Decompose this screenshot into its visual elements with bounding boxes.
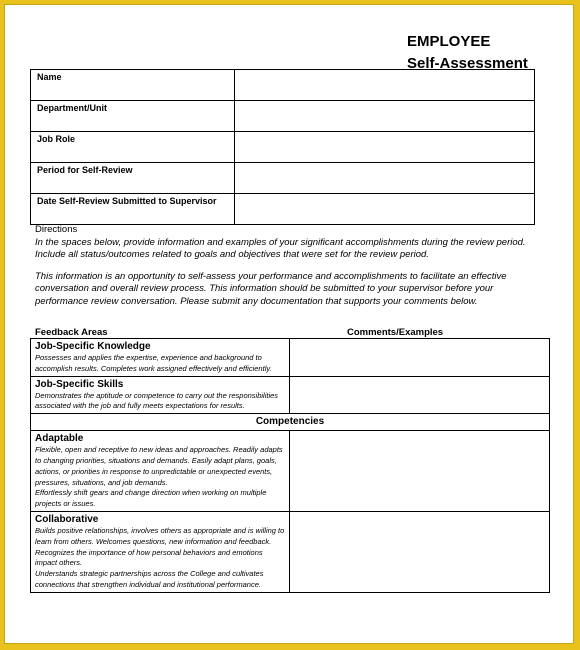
competency-description-text: Understands strategic partnerships across the College and cultivates connections that strengthen individual and institutional performance. <box>35 569 264 589</box>
comments-field[interactable] <box>290 431 550 512</box>
area-description <box>35 353 285 375</box>
feedback-area-cell <box>31 339 290 377</box>
competency-title: Collaborative <box>35 513 99 525</box>
table-row <box>31 339 550 377</box>
comments-field[interactable] <box>290 339 550 377</box>
feedback-table <box>30 338 550 593</box>
competency-title: Adaptable <box>35 433 84 445</box>
competency-cell <box>31 431 290 512</box>
info-label: Date Self-Review Submitted to Supervisor <box>31 194 235 225</box>
title-line-employee: EMPLOYEE <box>407 33 491 50</box>
competency-description <box>35 526 285 591</box>
area-description-text: Demonstrates the aptitude or competence to carry out the responsibilities associated with the job and fully meets expectations for results. <box>35 390 279 411</box>
competency-description <box>35 445 285 510</box>
competency-description-text: Builds positive relationships, involves others as appropriate and is willing to learn from others. Welcomes questions, new information and feedback. Recognizes the importance of how personal behaviors and emotions impact others. <box>35 525 285 568</box>
info-row-date-submitted <box>31 194 535 225</box>
employee-info-table <box>30 69 535 225</box>
document-page <box>4 4 574 644</box>
info-label: Period for Self-Review <box>31 163 235 194</box>
info-value-field[interactable] <box>235 101 535 132</box>
column-header-feedback-areas: Feedback Areas <box>35 327 108 338</box>
competency-description-text: Effortlessly shift gears and change direction when working on multiple projects or issues. <box>35 488 267 509</box>
info-row-name <box>31 70 535 101</box>
feedback-area-cell <box>31 376 290 414</box>
directions-paragraph: This information is an opportunity to self-assess your performance and accomplishments to facilitate an effective conversation and overall review process. This information should be submitted to your supervisor before your performance review conversation. Please submit any documentation that supports your comments below. <box>35 270 507 307</box>
table-row <box>31 511 550 592</box>
info-row-job-role <box>31 132 535 163</box>
title-line-self-assessment: Self-Assessment <box>407 55 528 72</box>
competency-description-text: Flexible, open and receptive to new ideas and approaches. Readily adapts to changing priorities, situations and demands. Easily adapt plans, goals, actions, or priorities in response to unpredictable or unexpected events, pressures, situations, and job demands. <box>35 445 283 487</box>
info-row-period <box>31 163 535 194</box>
info-row-department <box>31 101 535 132</box>
info-value-field[interactable] <box>235 132 535 163</box>
info-label: Department/Unit <box>31 101 235 132</box>
table-row <box>31 431 550 512</box>
comments-field[interactable] <box>290 376 550 414</box>
comments-field[interactable] <box>290 511 550 592</box>
directions-paragraph: In the spaces below, provide information and examples of your significant accomplishments during the review period. Include all status/outcomes related to goals and objectives that were set for the review period. <box>35 236 526 260</box>
info-label: Job Role <box>31 132 235 163</box>
info-label: Name <box>31 70 235 101</box>
area-title: Job-Specific Knowledge <box>35 341 151 352</box>
area-description <box>35 391 285 413</box>
area-title: Job-Specific Skills <box>35 378 124 390</box>
directions-heading: Directions <box>35 224 78 235</box>
directions-section <box>35 224 545 317</box>
info-value-field[interactable] <box>235 163 535 194</box>
info-value-field[interactable] <box>235 70 535 101</box>
info-value-field[interactable] <box>235 194 535 225</box>
competencies-heading: Competencies <box>31 414 550 431</box>
area-description-text: Possesses and applies the expertise, experience and background to accomplish results. Completes work assigned effectively and efficiently. <box>35 353 272 373</box>
competencies-section-row <box>31 414 550 431</box>
column-header-comments: Comments/Examples <box>347 327 444 338</box>
competency-cell <box>31 511 290 592</box>
table-row <box>31 376 550 414</box>
